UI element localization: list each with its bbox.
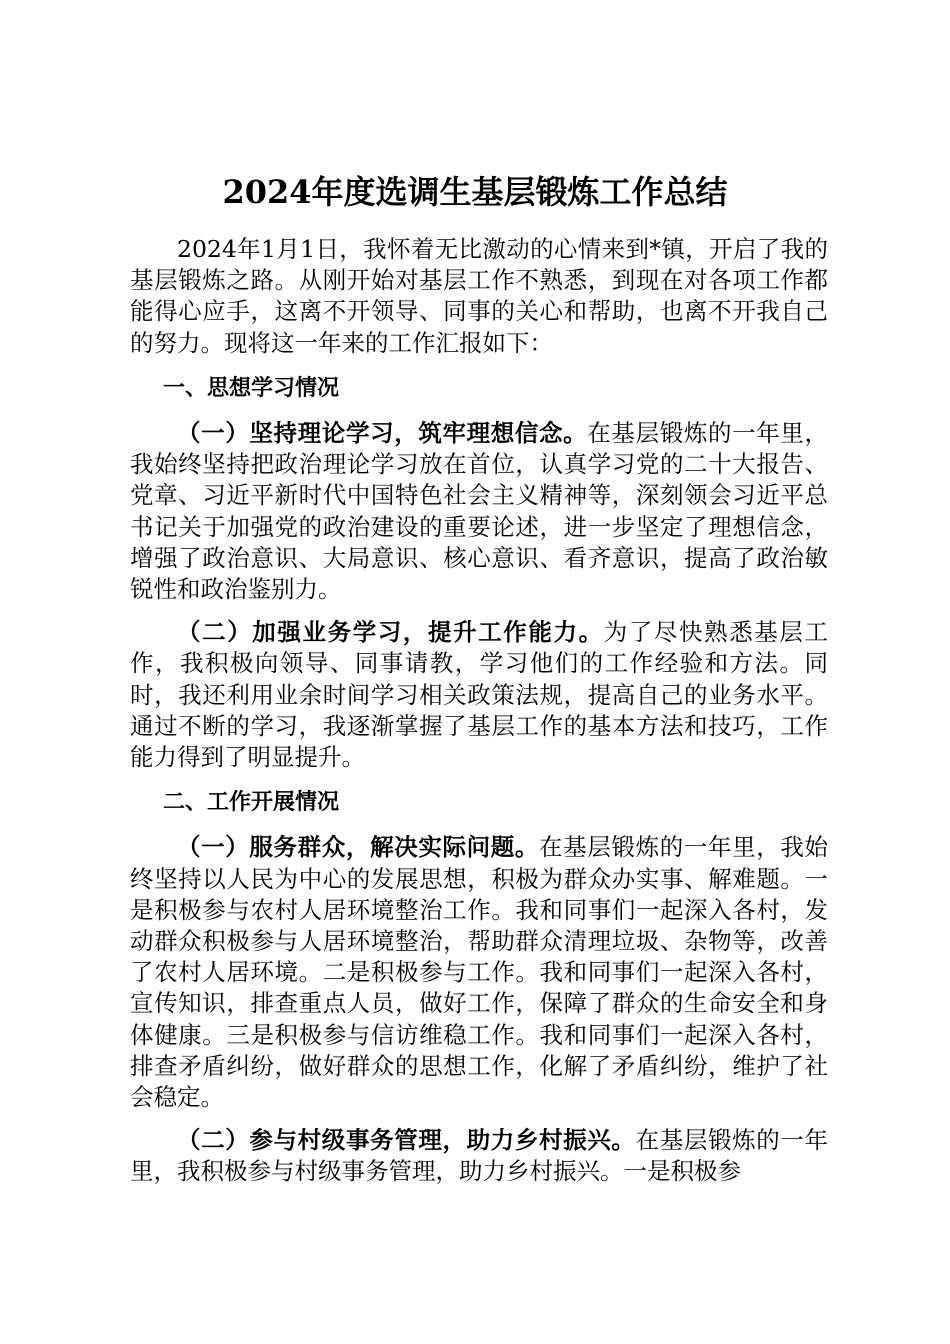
subsection-text: 在基层锻炼的一年里，我积极参与村级事务管理，助力乡村振兴。一是积极参 bbox=[130, 1126, 829, 1186]
subsection-text: 为了尽快熟悉基层工作，我积极向领导、同事请教，学习他们的工作经验和方法。同时，我还利用业余时间学习相关政策法规，提高自己的业务水平。通过不断的学习，我逐渐掌握了基层工作的基本方法和技巧，工作能力得到了明显提升。 bbox=[130, 618, 829, 772]
subsection-text: 在基层锻炼的一年里，我始终坚持以人民为中心的发展思想，积极为群众办实事、解难题。一是积极参与农村人居环境整治工作。我和同事们一起深入各村，发动群众积极参与人居环境整治，帮助群众清理垃圾、杂物等，改善了农村人居环境。二是积极参与工作。我和同事们一起深入各村，宣传知识，排查重点人员，做好工作，保障了群众的生命安全和身体健康。三是积极参与信访维稳工作。我和同事们一起深入各村，排查矛盾纠纷，做好群众的思想工作，化解了矛盾纠纷，维护了社会稳定。 bbox=[130, 833, 829, 1112]
subsection-heading: （二）参与村级事务管理，助力乡村振兴。 bbox=[177, 1126, 636, 1155]
subsection-paragraph bbox=[130, 418, 828, 605]
document-title: 2024年度选调生基层锻炼工作总结 bbox=[222, 173, 728, 211]
subsection-paragraph bbox=[130, 617, 828, 773]
section-1 bbox=[130, 373, 828, 773]
section-2 bbox=[130, 787, 828, 1187]
subsection-heading: （二）加强业务学习，提升工作能力。 bbox=[177, 618, 604, 647]
subsection-heading: （一）坚持理论学习，筑牢理想信念。 bbox=[177, 419, 588, 448]
section-heading: 一、思想学习情况 bbox=[163, 375, 340, 401]
intro-paragraph: 2024年1月1日，我怀着无比激动的心情来到*镇，开启了我的基层锻炼之路。从刚开始对基层工作不熟悉，到现在对各项工作都能得心应手，这离不开领导、同事的关心和帮助，也离不开我自己的努力。现将这一年来的工作汇报如下： bbox=[130, 235, 828, 357]
subsection-paragraph bbox=[130, 1125, 828, 1187]
subsection-heading: （一）服务群众，解决实际问题。 bbox=[177, 833, 540, 862]
document-body bbox=[130, 234, 828, 1200]
section-heading: 二、工作开展情况 bbox=[163, 790, 340, 816]
subsection-text: 在基层锻炼的一年里，我始终坚持把政治理论学习放在首位，认真学习党的二十大报告、党章、习近平新时代中国特色社会主义精神等，深刻领会习近平总书记关于加强党的政治建设的重要论述，进一步坚定了理想信念，增强了政治意识、大局意识、核心意识、看齐意识，提高了政治敏锐性和政治鉴别力。 bbox=[130, 419, 829, 604]
subsection-paragraph bbox=[130, 832, 828, 1113]
